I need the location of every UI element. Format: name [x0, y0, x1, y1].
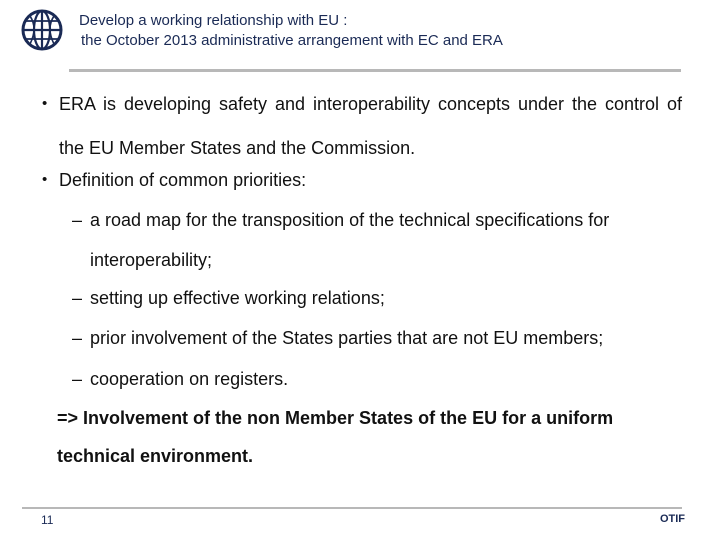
- globe-logo-icon: [20, 8, 64, 52]
- title-line-2: the October 2013 administrative arrangement with EC and ERA: [81, 32, 503, 49]
- bullet-text: Definition of common priorities:: [59, 170, 307, 190]
- dash-marker: –: [72, 210, 83, 230]
- sub-item: [72, 278, 682, 318]
- footer-brand: OTIF: [659, 513, 685, 525]
- dash-marker: –: [72, 369, 83, 389]
- bullet-marker: •: [42, 95, 48, 112]
- bullet-item: [42, 82, 682, 170]
- page-number: 11: [41, 513, 54, 527]
- dash-marker: –: [72, 328, 83, 348]
- bullet-marker: •: [42, 171, 48, 188]
- sub-item-text: a road map for the transposition of the technical specifications for interoperability;: [90, 210, 610, 270]
- title-line-1: Develop a working relationship with EU :: [79, 12, 348, 29]
- sub-item-text: prior involvement of the States parties that are not EU members;: [90, 328, 604, 348]
- sub-item: [72, 359, 682, 399]
- sub-item-text: setting up effective working relations;: [90, 288, 385, 308]
- header-divider: [69, 69, 681, 72]
- dash-marker: –: [72, 288, 83, 308]
- bullet-text: ERA is developing safety and interoperability concepts under the control of the EU Member States and the Commission.: [59, 94, 682, 158]
- sub-item: [72, 318, 682, 358]
- slide-title: [79, 11, 503, 51]
- conclusion-text: => Involvement of the non Member States of the EU for a uniform technical environment.: [57, 408, 614, 466]
- bullet-item: [42, 158, 682, 202]
- footer-divider: [22, 507, 682, 509]
- sub-item: [72, 200, 682, 280]
- sub-item-text: cooperation on registers.: [90, 369, 289, 389]
